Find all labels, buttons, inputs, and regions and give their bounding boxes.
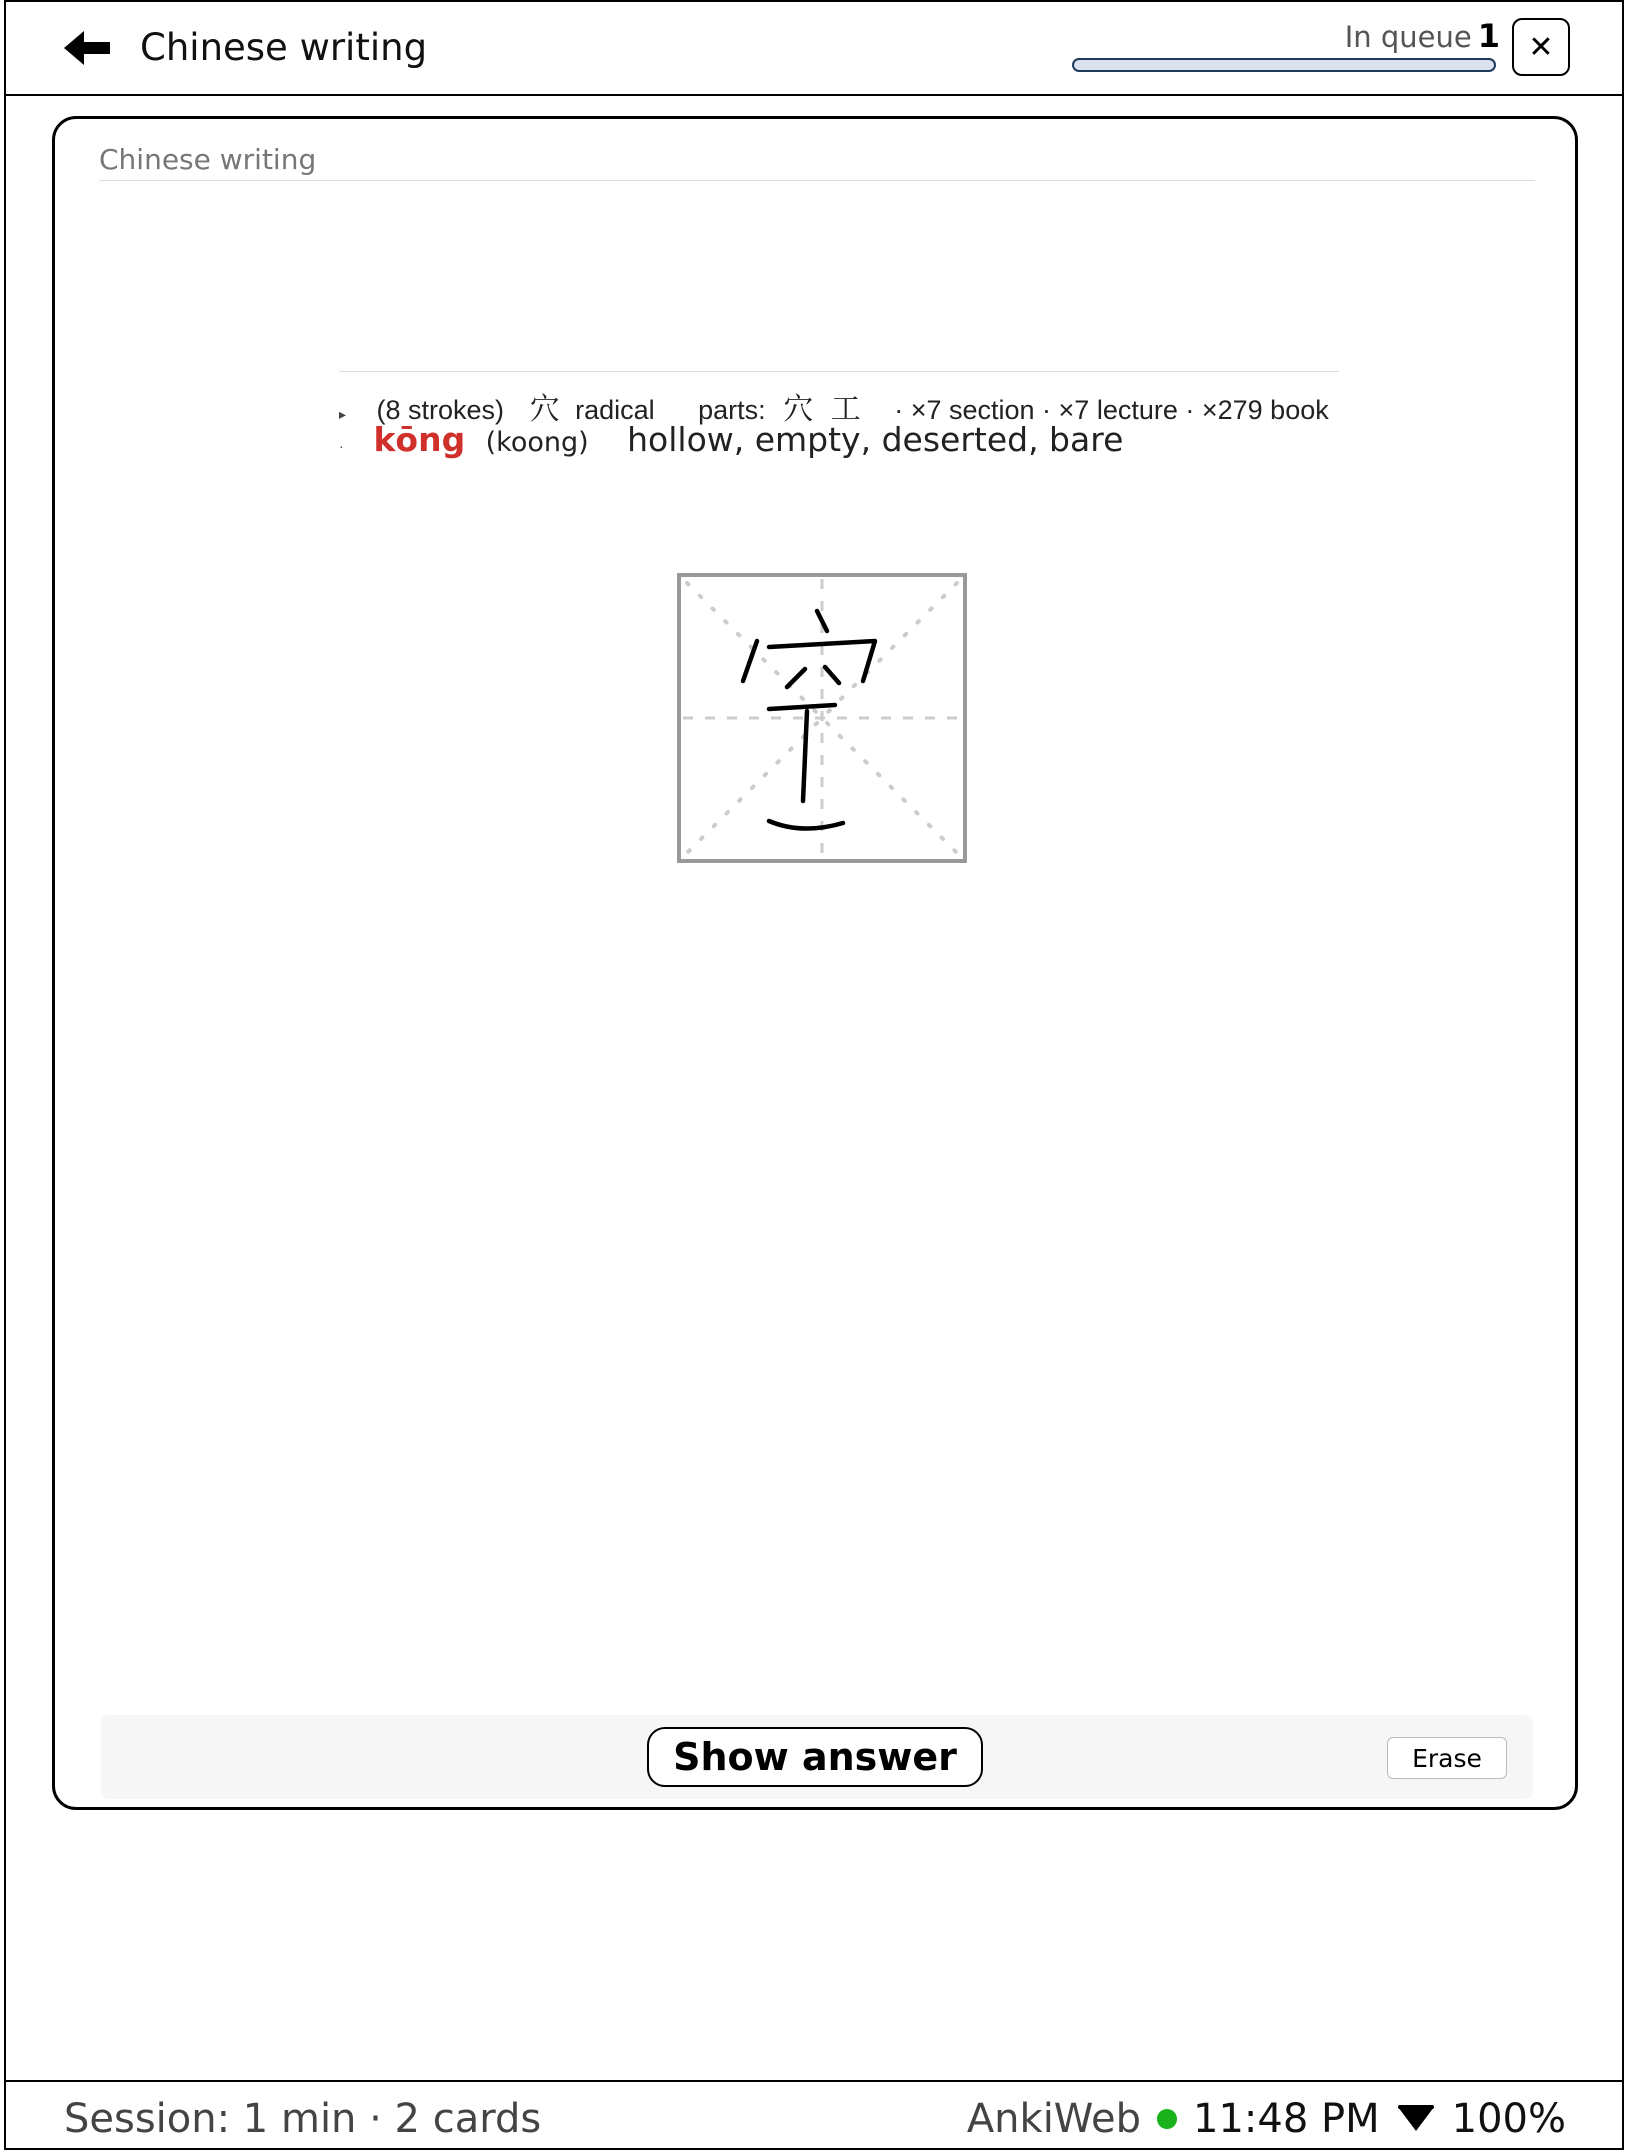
frequency-info: · ×7 section · ×7 lecture · ×279 book [894, 395, 1329, 425]
queue-label: In queue [1344, 20, 1472, 54]
back-button[interactable] [56, 24, 120, 72]
sync-status-icon [1157, 2109, 1177, 2129]
meaning: hollow, empty, deserted, bare [627, 420, 1124, 459]
status-bar [4, 2080, 1624, 2154]
bullet-icon: · [339, 438, 344, 454]
parts-label: parts: [698, 395, 766, 425]
radical-label: radical [575, 395, 655, 425]
wifi-icon [1398, 2105, 1434, 2133]
answer-bar [101, 1715, 1533, 1799]
close-button[interactable] [1512, 18, 1570, 76]
review-card [52, 116, 1578, 1810]
show-answer-button[interactable]: Show answer [647, 1727, 983, 1787]
radical-glyph: 穴 [529, 392, 560, 427]
clock: 11:48 PM [1193, 2096, 1380, 2142]
progress-bar [1072, 58, 1496, 72]
stroke-count: (8 strokes) [376, 395, 505, 425]
erase-button[interactable]: Erase [1387, 1737, 1507, 1779]
top-bar [4, 0, 1624, 96]
character-info [339, 371, 1339, 482]
part-glyph: 穴 [783, 392, 814, 427]
session-info: Session: 1 min · 2 cards [64, 2096, 542, 2142]
deck-name: Chinese writing [99, 143, 1535, 181]
page-title: Chinese writing [140, 26, 428, 69]
sync-label: AnkiWeb [966, 2096, 1142, 2142]
system-status [967, 2094, 1566, 2144]
part-glyph: 工 [830, 392, 861, 427]
arrow-left-icon [64, 31, 112, 65]
close-icon: ✕ [1528, 29, 1554, 65]
queue-indicator [1345, 16, 1500, 57]
writing-canvas[interactable] [677, 573, 967, 863]
battery-level: 100% [1451, 2096, 1566, 2142]
romanization: (koong) [485, 427, 589, 458]
queue-count: 1 [1477, 17, 1500, 55]
pinyin: kōng [373, 420, 466, 459]
bullet-icon: ▸ [339, 406, 347, 422]
reading-line [339, 420, 1339, 459]
